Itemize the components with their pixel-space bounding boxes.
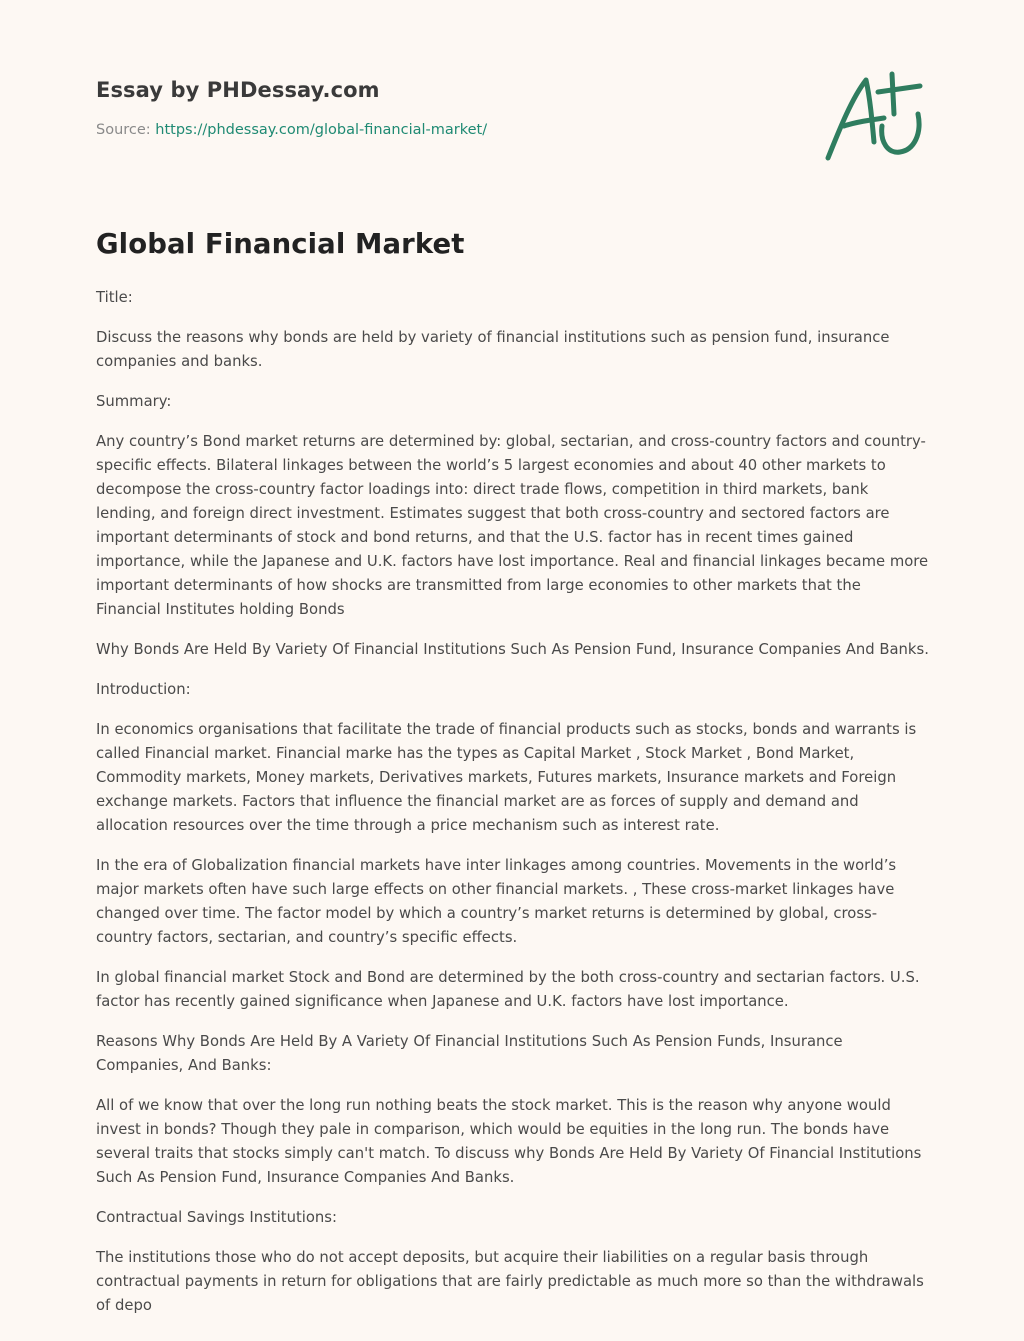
article-title: Global Financial Market	[96, 228, 465, 260]
article	[96, 224, 930, 1334]
paragraph-introduction-label: Introduction:	[96, 681, 191, 698]
source-line	[96, 120, 796, 140]
source-link[interactable]: https://phdessay.com/global-financial-market/	[155, 122, 488, 138]
paragraph-reasons-heading: Reasons Why Bonds Are Held By A Variety Of Financial Institutions Such As Pension Funds, Insurance Companies, And Banks:	[96, 1033, 843, 1074]
paragraph-stock-bond: In global financial market Stock and Bond are determined by the both cross-country and sectarian factors. U.S. factor has recently gained significance when Japanese and U.K. factors have lost importance.	[96, 969, 920, 1010]
paragraph-question: Discuss the reasons why bonds are held by variety of financial institutions such as pension fund, insurance companies and banks.	[96, 329, 890, 370]
source-label: Source:	[96, 122, 156, 138]
paragraph-subheading: Why Bonds Are Held By Variety Of Financial Institutions Such As Pension Fund, Insurance Companies And Banks.	[96, 641, 929, 658]
paragraph-summary: Any country’s Bond market returns are determined by: global, sectarian, and cross-country factors and country-specific effects. Bilateral linkages between the world’s 5 largest economies and about 40 other markets to decompose the cross-country factor loadings into: direct trade flows, competition in third markets, bank lending, and foreign direct investment. Estimates suggest that both cross-country and sectored factors are important determinants of stock and bond returns, and that the U.S. factor has in recent times gained importance, while the Japanese and U.K. factors have lost importance. Real and financial linkages became more important determinants of how shocks are transmitted from large economies to other markets that the Financial Institutes holding Bonds	[96, 433, 929, 618]
site-title: Essay by PHDessay.com	[96, 78, 380, 102]
essay-header	[96, 74, 796, 140]
paragraph-title-label: Title:	[96, 289, 133, 306]
a-plus-logo-icon	[822, 68, 928, 166]
paragraph-summary-label: Summary:	[96, 393, 172, 410]
paragraph-globalization: In the era of Globalization financial markets have inter linkages among countries. Movements in the world’s major markets often have such large effects on other financial markets. , These cross-market linkages have changed over time. The factor model by which a country’s market returns is determined by global, cross-country factors, sectarian, and country’s specific effects.	[96, 857, 897, 946]
paragraph-introduction: In economics organisations that facilitate the trade of financial products such as stocks, bonds and warrants is called Financial market. Financial marke has the types as Capital Market , Stock Market , Bond Market, Commodity markets, Money markets, Derivatives markets, Futures markets, Insurance markets and Foreign exchange markets. Factors that influence the financial market are as forces of supply and demand and allocation resources over the time through a price mechanism such as interest rate.	[96, 721, 917, 834]
paragraph-contractual: The institutions those who do not accept deposits, but acquire their liabilities on a regular basis through contractual payments in return for obligations that are fairly predictable as much more so than the withdrawals of depo	[96, 1249, 924, 1314]
paragraph-contractual-label: Contractual Savings Institutions:	[96, 1209, 338, 1226]
paragraph-reasons: All of we know that over the long run nothing beats the stock market. This is the reason why anyone would invest in bonds? Though they pale in comparison, which would be equities in the long run. The bonds have several traits that stocks simply can't match. To discuss why Bonds Are Held By Variety Of Financial Institutions Such As Pension Fund, Insurance Companies And Banks.	[96, 1097, 922, 1186]
